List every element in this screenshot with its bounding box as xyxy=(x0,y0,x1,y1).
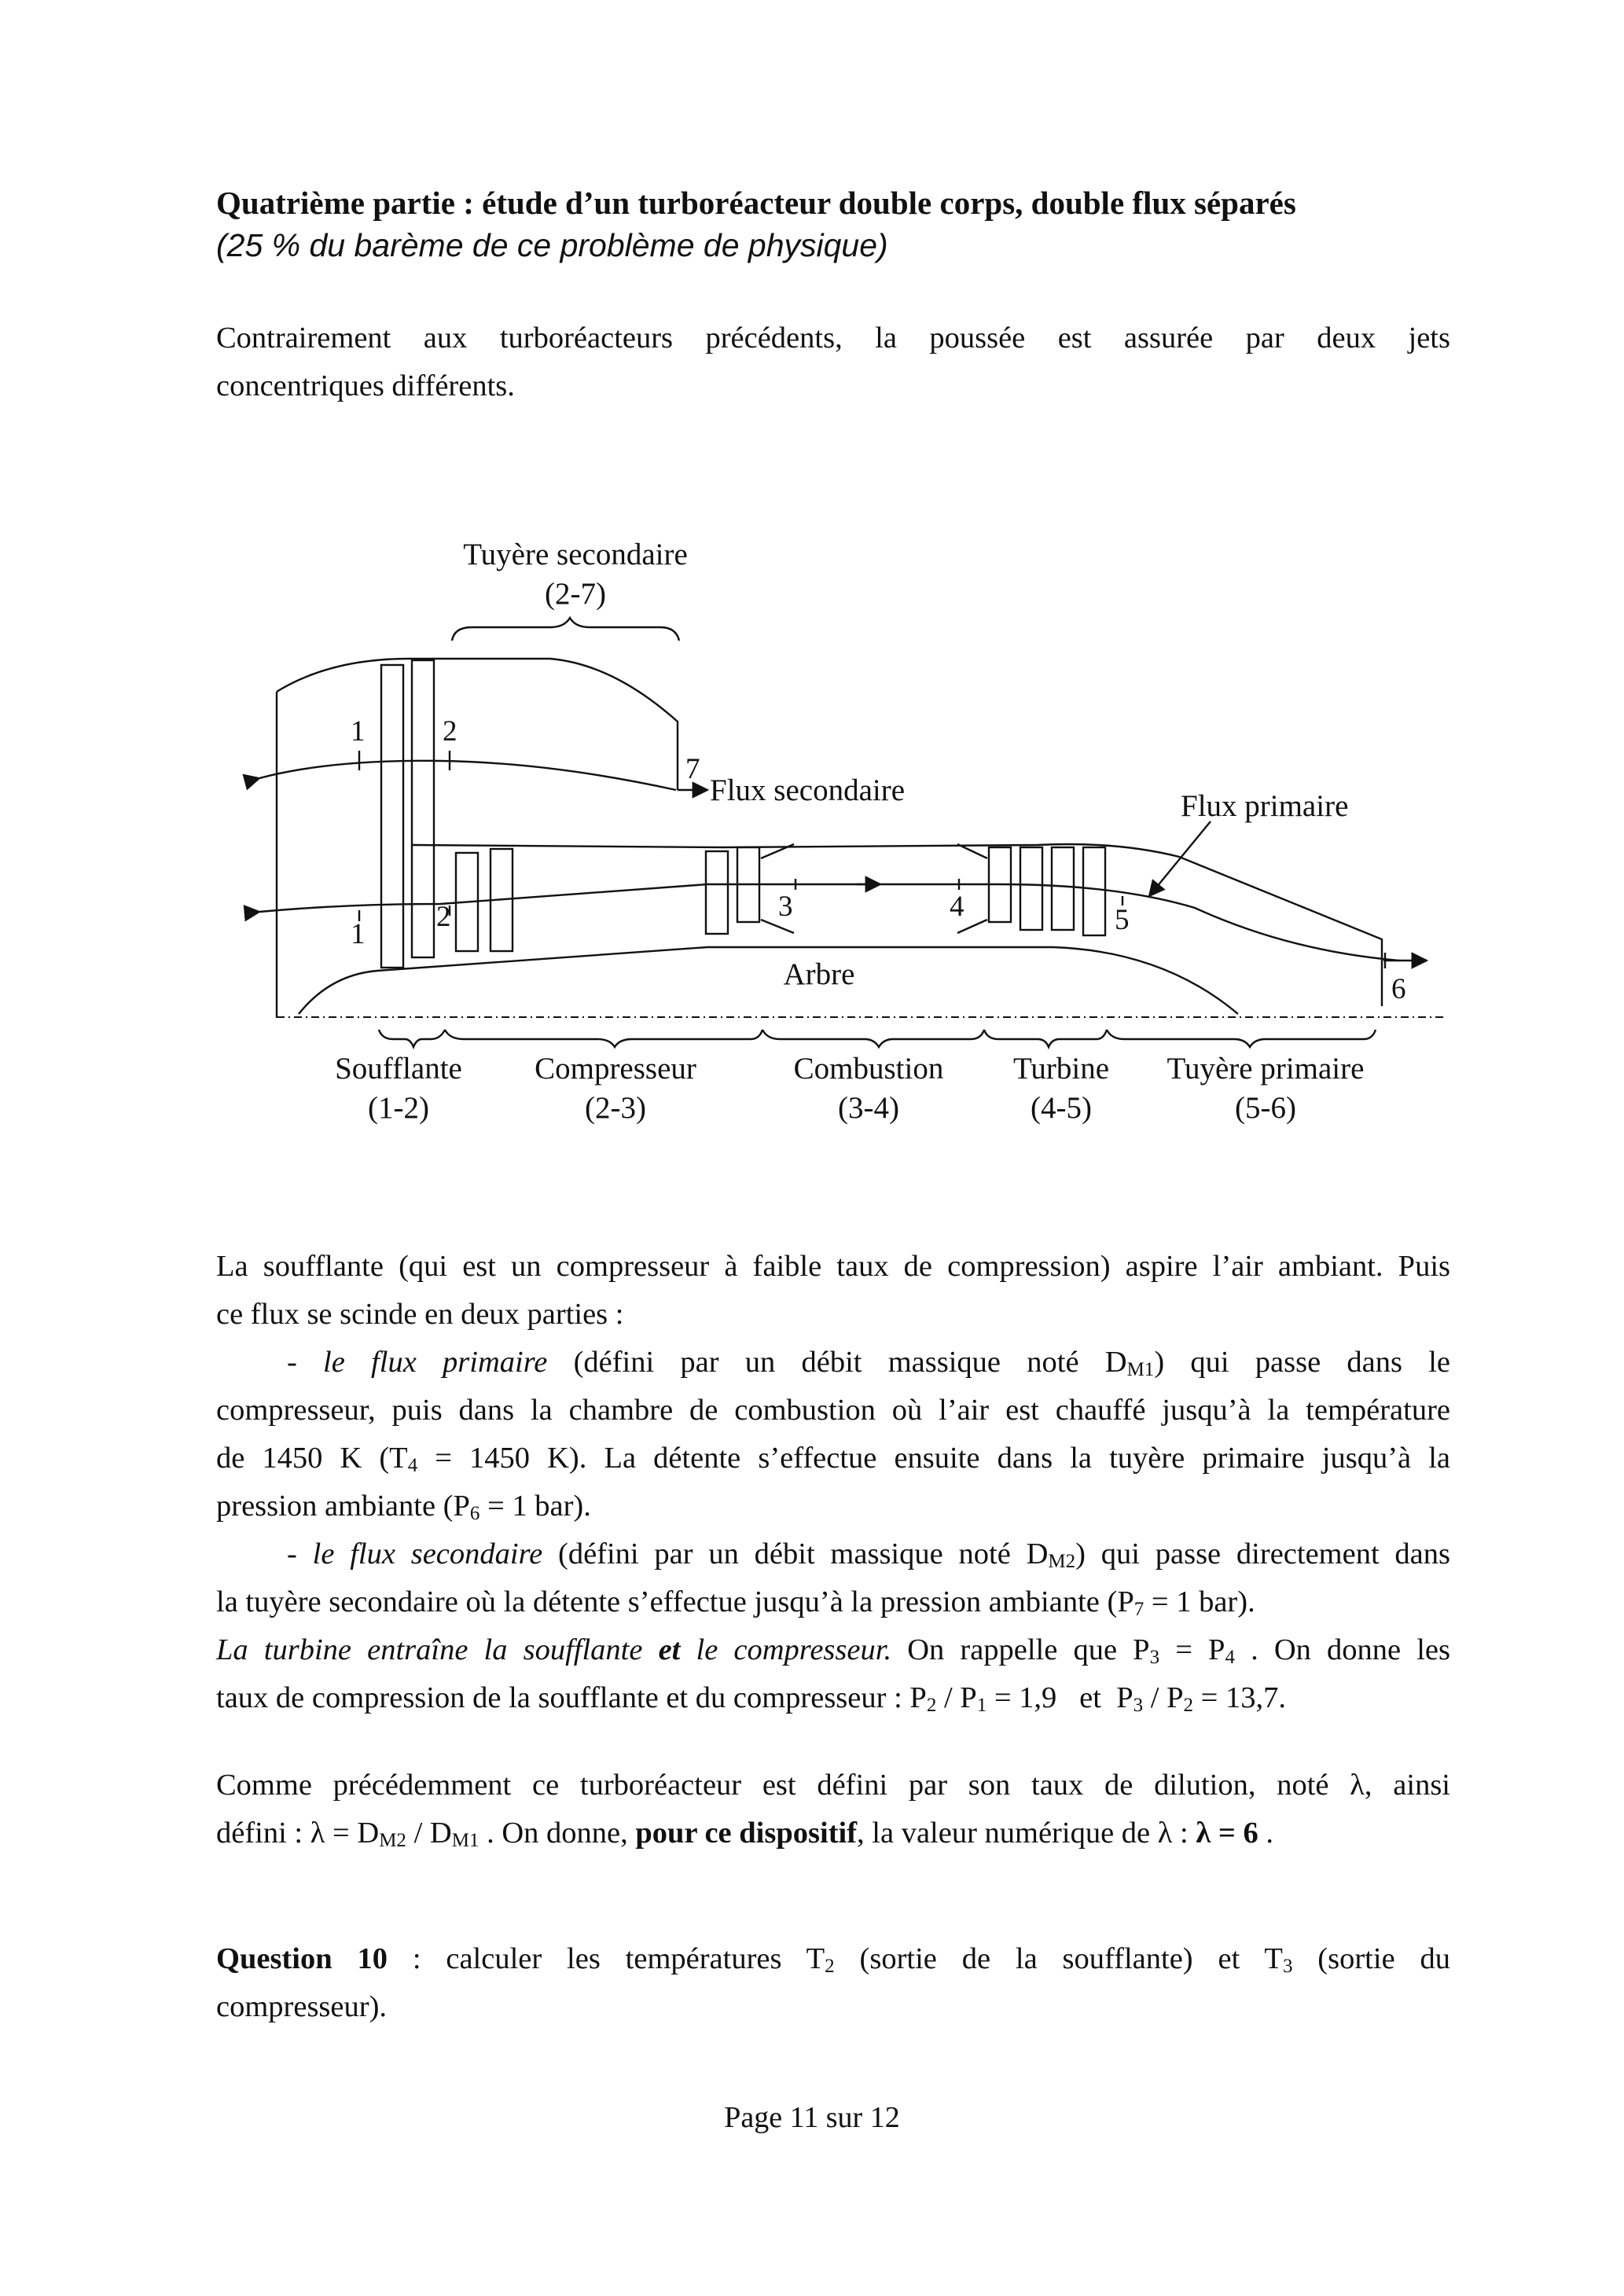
p2-line-1: - le flux primaire (défini par un débit massique noté $D_{M1}$) qui passe dans le xyxy=(287,1346,1450,1380)
page-footer: Page 11 sur 12 xyxy=(724,2101,900,2134)
question-line-2: compresseur). xyxy=(216,1990,388,2023)
fan-blade-2 xyxy=(412,660,434,957)
question-paragraph xyxy=(216,1935,1450,2031)
primary-streamline xyxy=(259,884,1399,961)
section-subtitle: (25 % du barème de ce problème de physique) xyxy=(216,227,888,263)
p4-line-2: défini : $\lambda = D_{M2} / D_{M1}$ . On donne, pour ce dispositif, la valeur numérique de λ : λ = 6 . xyxy=(216,1817,1273,1851)
stage-compresseur: Compresseur xyxy=(535,1052,696,1086)
station-6: 6 xyxy=(1391,973,1406,1005)
p2-line-4: pression ambiante ($P_6 = 1$ bar). xyxy=(216,1490,591,1524)
brace-tuyere-secondaire xyxy=(452,618,679,641)
p4-line-1: Comme précédemment ce turboréacteur est défini par son taux de dilution, noté λ, ainsi xyxy=(216,1769,1450,1802)
label-flux-primaire: Flux primaire xyxy=(1181,789,1349,823)
brace-soufflante xyxy=(379,1030,445,1047)
p1-line-2: ce flux se scinde en deux parties : xyxy=(216,1298,624,1331)
station-5: 5 xyxy=(1115,904,1130,936)
intro-line-1: Contrairement aux turboréacteurs précédents, la poussée est assurée par deux jets xyxy=(216,321,1450,355)
combustion-wall-1 xyxy=(706,851,728,934)
turbine-blade-4 xyxy=(1083,847,1105,935)
station-2-top: 2 xyxy=(443,715,457,748)
turbine-blade-3 xyxy=(1052,847,1074,930)
question-label: Question 10 xyxy=(216,1942,388,1975)
fan-blade-1 xyxy=(381,665,403,968)
label-flux-secondaire: Flux secondaire xyxy=(710,773,906,807)
stage-soufflante-range: (1-2) xyxy=(368,1091,429,1125)
dilution-paragraph xyxy=(216,1761,1450,1857)
stage-turbine-range: (4-5) xyxy=(1031,1091,1092,1125)
station-2-bottom: 2 xyxy=(436,901,451,933)
brace-tuyere-primaire xyxy=(1107,1030,1376,1047)
p3-line-4: taux de compression de la soufflante et du compresseur : $P_2 / P_1 = 1,9$ et $P_3 / P_2 = 13,7$. xyxy=(216,1681,1286,1716)
p1-line-1: La soufflante (qui est un compresseur à faible taux de compression) aspire l’air ambiant. Puis xyxy=(216,1250,1450,1283)
stage-compresseur-range: (2-3) xyxy=(585,1091,646,1125)
question-line-1: Question 10 : calculer les températures $T_2$ (sortie de la soufflante) et $T_3$ (sortie du xyxy=(216,1942,1451,1977)
p3-line-1: - le flux secondaire (défini par un débit massique noté $D_{M2}$) qui passe directement dans xyxy=(287,1537,1451,1572)
brace-combustion xyxy=(762,1030,984,1047)
p2-line-2: compresseur, puis dans la chambre de combustion où l’air est chauffé jusqu’à la température xyxy=(216,1394,1450,1427)
station-1-bottom: 1 xyxy=(351,918,366,950)
station-3: 3 xyxy=(778,891,793,923)
station-4: 4 xyxy=(950,891,964,923)
nacelle-outer xyxy=(277,659,678,790)
stage-soufflante: Soufflante xyxy=(335,1052,462,1086)
secondary-streamline xyxy=(259,761,676,790)
label-tuyere-secondaire: Tuyère secondaire xyxy=(463,538,688,571)
stage-tuyere-primaire-range: (5-6) xyxy=(1235,1091,1296,1125)
flux-primaire-pointer xyxy=(1149,821,1211,896)
brace-compresseur xyxy=(445,1030,762,1047)
stage-combustion-range: (3-4) xyxy=(838,1091,899,1125)
stage-turbine: Turbine xyxy=(1012,1052,1110,1086)
hub-cone xyxy=(299,971,377,1014)
turbine-blade-2 xyxy=(1020,847,1042,930)
intro-line-2: concentriques différents. xyxy=(216,369,515,402)
label-tuyere-secondaire-range: (2-7) xyxy=(545,577,606,611)
station-7: 7 xyxy=(685,753,700,785)
station-1-top: 1 xyxy=(351,715,366,748)
body-paragraph xyxy=(216,1243,1450,1722)
stage-tuyere-primaire: Tuyère primaire xyxy=(1167,1052,1365,1086)
label-arbre: Arbre xyxy=(783,957,855,991)
p2-line-3: de 1450 K ($T_4 = 1450$ K). La détente s’effectue ensuite dans la tuyère primaire jusqu’à la xyxy=(216,1442,1450,1476)
p3-line-2: la tuyère secondaire où la détente s’effectue jusqu’à la pression ambiante ($P_7 = 1$ bar). xyxy=(216,1585,1255,1620)
section-title: Quatrième partie : étude d’un turboréacteur double corps, double flux séparés xyxy=(216,185,1296,221)
brace-turbine xyxy=(984,1030,1107,1047)
stage-combustion: Combustion xyxy=(793,1052,944,1086)
p3-line-3: La turbine entraîne la soufflante et le compresseur. On rappelle que $P_3 = P_4$ . On donne les xyxy=(216,1633,1451,1668)
